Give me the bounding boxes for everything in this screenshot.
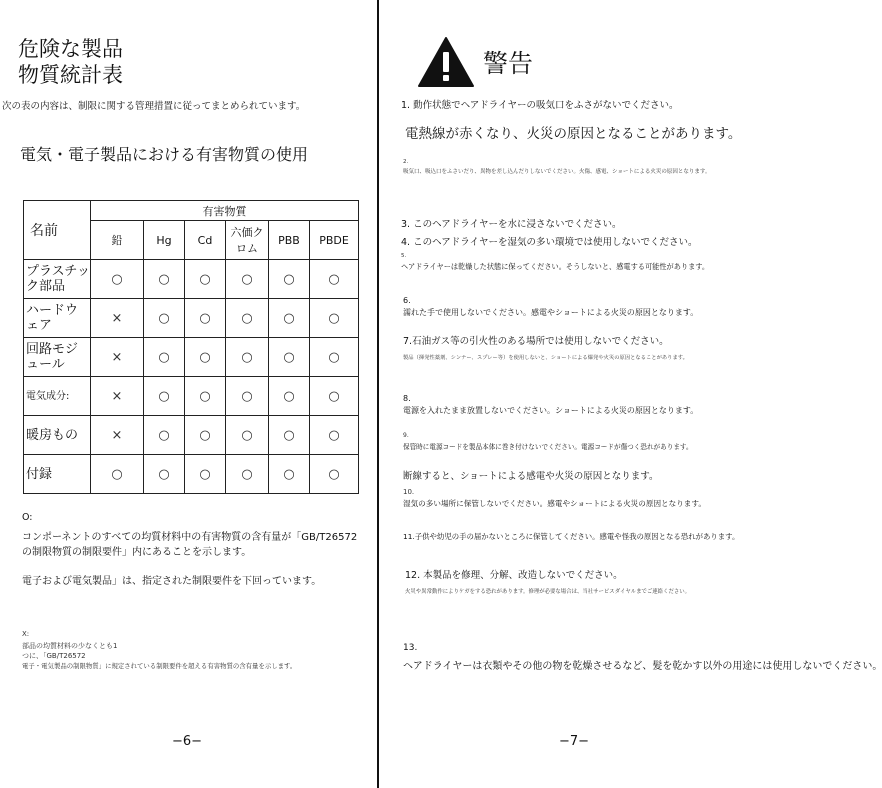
warning-item: 9. — [403, 432, 409, 439]
x-legend-label: X: — [22, 630, 30, 638]
warning-item: 6. — [403, 296, 411, 305]
x-legend-text-2: つに、「GB/T26572 — [22, 652, 86, 660]
mark-cell: × — [91, 338, 144, 377]
table-row — [24, 299, 359, 338]
mark-cell: ○ — [226, 377, 269, 416]
mark-cell: ○ — [310, 299, 359, 338]
page-title-line2: 物質統計表 — [18, 63, 123, 87]
compliance-statement: 電子および電気製品」は、指定された制限要件を下回っています。 — [22, 576, 322, 587]
mark-cell: ○ — [185, 338, 226, 377]
table-row — [24, 377, 359, 416]
mark-cell: ○ — [144, 377, 185, 416]
warning-item: 保管時に電源コードを製品本体に巻き付けないでください。電源コードが傷つく恐れがあります。 — [403, 443, 693, 451]
warning-title: 警告 — [483, 49, 534, 78]
warning-item: 7.石油ガス等の引火性のある場所では使用しないでください。 — [403, 336, 669, 347]
mark-cell: ○ — [269, 455, 310, 494]
row-name: プラスチック部品 — [24, 260, 91, 299]
mark-cell: ○ — [185, 377, 226, 416]
mark-cell: × — [91, 299, 144, 338]
mark-cell: ○ — [144, 455, 185, 494]
mark-cell: ○ — [185, 455, 226, 494]
mark-cell: ○ — [269, 377, 310, 416]
mark-cell: ○ — [144, 299, 185, 338]
col-header: Cd — [185, 221, 226, 260]
o-legend-label: O: — [22, 512, 33, 523]
mark-cell: ○ — [310, 377, 359, 416]
section-heading: 電気・電子製品における有害物質の使用 — [20, 145, 309, 164]
mark-cell: × — [91, 377, 144, 416]
x-legend-text-1: 部品の均質材料の少なくとも1 — [22, 642, 118, 650]
warning-item: 吸気口、吸込口をふさいだり、異物を差し込んだりしないでください。火傷、感電、ショートによる火災の原因となります。 — [403, 169, 711, 175]
row-name: ハードウェア — [24, 299, 91, 338]
warning-item: 電源を入れたまま放置しないでください。ショートによる火災の原因となります。 — [403, 406, 699, 415]
mark-cell: ○ — [269, 416, 310, 455]
warning-item: 1. 動作状態でヘアドライヤーの吸気口をふさがないでください。 — [401, 100, 679, 111]
warning-item: ヘアドライヤーは乾燥した状態に保ってください。そうしないと、感電する可能性があります。 — [401, 262, 710, 271]
warning-item: 断線すると、ショートによる感電や火災の原因となります。 — [403, 471, 659, 482]
warning-item: 4. このヘアドライヤーを湿気の多い環境では使用しないでください。 — [401, 237, 698, 248]
col-header: 鉛 — [91, 221, 144, 260]
col-header: 六価クロム — [226, 221, 269, 260]
intro-text: 次の表の内容は、制限に関する管理措置に従ってまとめられています。 — [2, 101, 306, 112]
mark-cell: ○ — [91, 260, 144, 299]
warning-item: 11.子供や幼児の手の届かないところに保管してください。感電や怪我の原因となる恐れがあります。 — [403, 532, 740, 541]
o-legend-text-1: コンポーネントのすべての均質材料中の有害物質の含有量が「GB/T26572 — [22, 532, 358, 543]
table-row — [24, 260, 359, 299]
warning-item: 13. — [403, 643, 418, 653]
warning-item: 濡れた手で使用しないでください。感電やショートによる火災の原因となります。 — [403, 308, 699, 317]
page-title-line1: 危険な製品 — [18, 37, 123, 61]
mark-cell: ○ — [269, 338, 310, 377]
mark-cell: ○ — [226, 299, 269, 338]
o-legend-text-2: の制限物質の制限要件」内にあることを示します。 — [22, 547, 252, 558]
warning-item: 12. 本製品を修理、分解、改造しないでください。 — [405, 570, 623, 581]
warning-item: 湿気の多い場所に保管しないでください。感電やショートによる火災の原因となります。 — [403, 499, 706, 508]
page-number: −7− — [559, 734, 590, 749]
warning-item: ヘアドライヤーは衣類やその他の物を乾燥させるなど、髪を乾かす以外の用途には使用しないでください。 — [403, 661, 882, 672]
manual-page-7 — [379, 0, 882, 788]
warning-item: 火災や異常動作によりケガをする恐れがあります。修理が必要な場合は、当社サービスダイヤルまでご連絡ください。 — [405, 589, 691, 595]
col-header: Hg — [144, 221, 185, 260]
mark-cell: ○ — [226, 455, 269, 494]
col-header: PBDE — [310, 221, 359, 260]
row-name: 回路モジュール — [24, 338, 91, 377]
mark-cell: ○ — [269, 299, 310, 338]
mark-cell: ○ — [310, 260, 359, 299]
mark-cell: ○ — [185, 299, 226, 338]
table-row — [24, 416, 359, 455]
warning-item: 10. — [403, 488, 415, 496]
mark-cell: ○ — [185, 260, 226, 299]
mark-cell: ○ — [269, 260, 310, 299]
mark-cell: ○ — [226, 260, 269, 299]
mark-cell: ○ — [185, 416, 226, 455]
hazard-table — [23, 200, 359, 494]
mark-cell: ○ — [226, 338, 269, 377]
row-name: 電気成分: — [24, 377, 91, 416]
mark-cell: × — [91, 416, 144, 455]
row-name: 付録 — [24, 455, 91, 494]
warning-item: 8. — [403, 394, 411, 403]
mark-cell: ○ — [310, 455, 359, 494]
warning-item: 製品（揮発性薬剤、シンナー、スプレー等）を使用しないと、ショートによる爆発や火災の原因となることがあります。 — [403, 355, 688, 361]
mark-cell: ○ — [226, 416, 269, 455]
mark-cell: ○ — [144, 260, 185, 299]
group-header: 有害物質 — [91, 201, 359, 221]
mark-cell: ○ — [310, 416, 359, 455]
table-row — [24, 455, 359, 494]
manual-page-6 — [0, 0, 379, 788]
mark-cell: ○ — [91, 455, 144, 494]
warning-triangle-icon — [417, 36, 475, 88]
warning-item: 3. このヘアドライヤーを水に浸さないでください。 — [401, 219, 622, 230]
x-legend-text-3: 電子・電気製品の制限物質」に規定されている制限要件を超える有害物質の含有量を示します。 — [22, 662, 297, 670]
col-header: PBB — [269, 221, 310, 260]
row-name: 暖房もの — [24, 416, 91, 455]
mark-cell: ○ — [144, 416, 185, 455]
mark-cell: ○ — [310, 338, 359, 377]
warning-item: 電熱線が赤くなり、火災の原因となることがあります。 — [405, 126, 742, 142]
table-row — [24, 338, 359, 377]
mark-cell: ○ — [144, 338, 185, 377]
name-header: 名前 — [24, 201, 91, 260]
warning-item: 5. — [401, 253, 407, 259]
page-number: −6− — [172, 734, 203, 749]
warning-item: 2. — [403, 159, 409, 165]
